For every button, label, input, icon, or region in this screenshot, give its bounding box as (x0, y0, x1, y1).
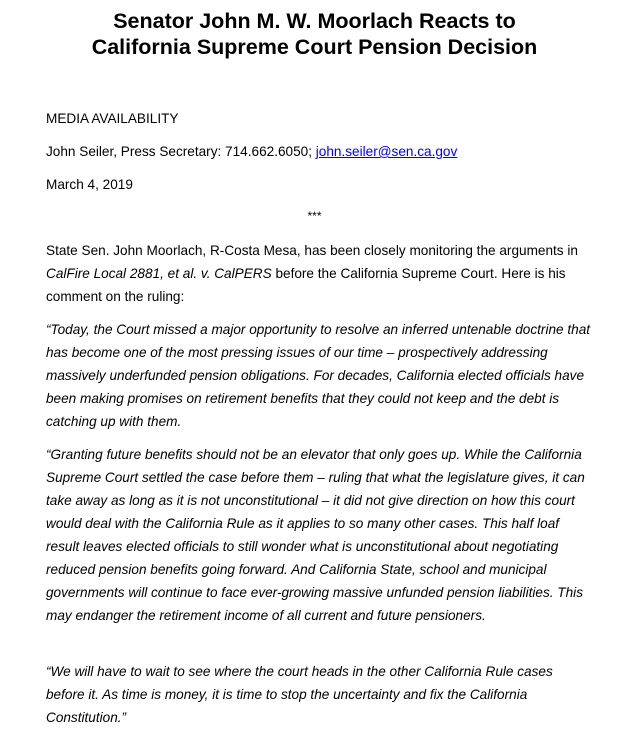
case-name: CalFire Local 2881, et al. v. CalPERS (46, 266, 272, 281)
quote-paragraph-3: “We will have to wait to see where the court heads in the other California Rule cases before it. As time is money, it is time to stop the uncertainty and fix the California Constitution.” (46, 664, 553, 725)
intro-text-1: State Sen. John Moorlach, R-Costa Mesa, has been closely monitoring the arguments in (46, 243, 578, 258)
intro-paragraph (46, 239, 594, 308)
contact-line (46, 143, 594, 160)
quote-paragraph-2: “Granting future benefits should not be an elevator that only goes up. While the California Supreme Court settled the case before them – ruling that what the legislature gives, it can take away as long as it is not unconstitutional – it did not give direction on how this court would deal with the California Rule as it applies to so many other cases. This half loaf result leaves elected officials to still wonder what is unconstitutional about negotiating reduced pension benefits going forward. And California State, school and municipal governments will continue to face ever-growing massive unfunded pension liabilities. This may endanger the retirement income of all current and future pensioners. (46, 447, 585, 623)
title-line-2: California Supreme Court Pension Decision (91, 35, 538, 59)
title-line-1: Senator John M. W. Moorlach Reacts to (113, 9, 516, 33)
press-email-link[interactable]: john.seiler@sen.ca.gov (315, 144, 458, 159)
media-availability-label: MEDIA AVAILABILITY (46, 111, 179, 126)
intro-text-2: before the California Supreme Court. Here is his comment on the ruling: (46, 266, 566, 304)
page-title (0, 8, 629, 60)
quote-paragraph-1: “Today, the Court missed a major opportunity to resolve an inferred untenable doctrine that has become one of the most pressing issues of our time – prospectively addressing massively underfunded pension obligations. For decades, California elected officials have been making promises on retirement benefits that they could not keep and the debt is catching up with them. (46, 322, 591, 429)
section-separator: *** (307, 209, 322, 223)
contact-prefix: John Seiler, Press Secretary: 714.662.6050; (46, 144, 316, 159)
release-date: March 4, 2019 (46, 177, 133, 192)
